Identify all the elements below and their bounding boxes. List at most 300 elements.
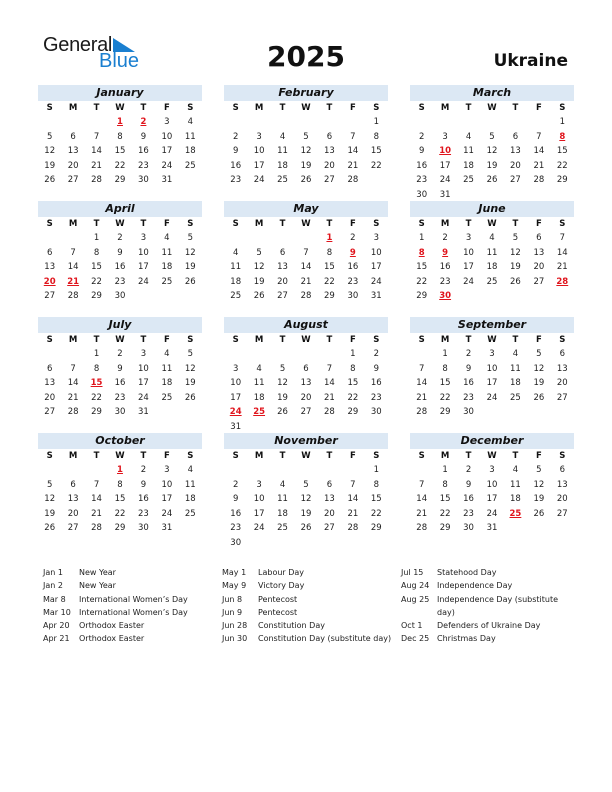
weekday-label: F xyxy=(163,219,170,229)
day-cell: 1 xyxy=(559,117,565,127)
day-cell: 27 xyxy=(510,175,521,185)
day-cell: 5 xyxy=(47,131,53,142)
day-cell: 24 xyxy=(253,175,265,185)
day-cell: 18 xyxy=(161,378,173,388)
day-cell: 21 xyxy=(300,276,312,287)
day-cell: 26 xyxy=(277,407,288,417)
day-cell xyxy=(341,115,364,130)
day-cell: 21 xyxy=(556,262,568,272)
day-cell xyxy=(247,347,270,362)
week-row xyxy=(224,536,388,551)
week-row xyxy=(410,362,574,377)
week-row xyxy=(410,376,574,391)
day-cell: 29 xyxy=(91,407,102,417)
holiday-date: Apr 20 xyxy=(43,621,70,631)
day-cell: 9 xyxy=(140,131,147,142)
weekday-label: W xyxy=(301,335,311,345)
day-cell: 12 xyxy=(253,262,265,272)
day-cell xyxy=(38,347,61,362)
day-cell xyxy=(271,115,294,130)
day-cell: 19 xyxy=(300,508,312,519)
day-cell: 6 xyxy=(47,247,53,258)
weekday-label: S xyxy=(373,335,380,345)
week-row xyxy=(410,275,574,290)
day-cell: 3 xyxy=(373,233,379,243)
week-row xyxy=(38,159,202,174)
holiday-day-cell: 24 xyxy=(229,407,242,417)
day-cell: 13 xyxy=(510,146,521,156)
day-cell: 18 xyxy=(161,262,173,272)
weekday-label: T xyxy=(93,103,100,113)
day-cell: 28 xyxy=(416,523,428,533)
day-cell: 23 xyxy=(439,276,451,287)
day-cell: 26 xyxy=(300,523,312,533)
day-cell: 11 xyxy=(277,146,288,156)
holiday-day-cell: 1 xyxy=(117,117,123,127)
day-cell: 29 xyxy=(439,523,451,533)
day-cell: 7 xyxy=(419,363,425,374)
day-cell: 29 xyxy=(416,291,428,301)
day-cell: 30 xyxy=(463,523,474,533)
day-cell xyxy=(341,536,364,551)
holiday-name: Constitution Day (substitute day) xyxy=(258,634,392,644)
day-cell: 10 xyxy=(486,479,498,490)
week-row xyxy=(410,173,574,188)
day-cell: 7 xyxy=(70,247,76,258)
holiday-item xyxy=(43,606,213,619)
day-cell xyxy=(224,347,247,362)
day-cell xyxy=(480,405,503,420)
month-header: February xyxy=(224,85,388,101)
day-cell: 10 xyxy=(486,363,498,374)
weekday-label: S xyxy=(418,219,425,229)
weekday-label: W xyxy=(487,103,497,113)
week-row xyxy=(224,289,388,304)
day-cell: 18 xyxy=(253,392,265,403)
holiday-day-cell: 1 xyxy=(326,233,333,243)
holiday-item xyxy=(43,619,213,632)
day-cell: 25 xyxy=(277,523,288,533)
day-cell: 5 xyxy=(536,349,542,359)
month-header: April xyxy=(38,201,202,217)
week-row xyxy=(410,260,574,275)
week-row xyxy=(224,492,388,507)
day-cell xyxy=(480,115,503,130)
day-cell: 19 xyxy=(486,160,498,171)
day-cell xyxy=(433,115,456,130)
day-cell: 30 xyxy=(463,407,474,417)
week-row xyxy=(224,463,388,478)
day-cell: 6 xyxy=(303,363,309,374)
week-row xyxy=(38,115,202,130)
day-cell xyxy=(480,188,503,203)
day-cell: 25 xyxy=(486,276,498,287)
holiday-day-cell: 25 xyxy=(253,407,266,417)
holiday-item xyxy=(43,593,213,606)
day-cell: 24 xyxy=(486,508,498,519)
month-header: January xyxy=(38,85,202,101)
day-cell: 18 xyxy=(184,494,196,504)
day-cell: 26 xyxy=(533,508,545,519)
day-cell xyxy=(480,289,503,304)
day-cell: 21 xyxy=(324,392,335,403)
day-cell xyxy=(457,115,480,130)
day-cell: 4 xyxy=(465,131,472,142)
day-cell: 3 xyxy=(233,363,239,374)
holiday-date: Jan 1 xyxy=(43,568,63,577)
week-row xyxy=(410,492,574,507)
day-cell xyxy=(410,347,433,362)
day-cell: 12 xyxy=(510,247,521,258)
day-cell xyxy=(551,521,574,536)
day-cell: 14 xyxy=(67,378,79,388)
day-cell: 16 xyxy=(439,262,451,272)
day-cell: 19 xyxy=(277,392,288,403)
day-cell: 2 xyxy=(233,479,239,490)
week-row xyxy=(38,507,202,522)
day-cell: 12 xyxy=(277,378,288,388)
day-cell: 30 xyxy=(138,175,149,185)
day-cell xyxy=(318,536,341,551)
day-cell: 7 xyxy=(70,363,76,374)
day-cell: 5 xyxy=(256,247,262,258)
day-cell: 24 xyxy=(370,276,382,287)
day-cell: 5 xyxy=(303,131,309,142)
day-cell: 20 xyxy=(556,494,568,504)
day-cell: 26 xyxy=(184,276,196,287)
day-cell: 14 xyxy=(91,146,102,156)
holiday-date: Mar 10 xyxy=(43,607,71,617)
holiday-item xyxy=(401,566,571,579)
day-cell: 20 xyxy=(556,378,568,388)
day-cell: 22 xyxy=(556,160,568,171)
holiday-date: Aug 24 xyxy=(401,581,430,591)
weekday-label: T xyxy=(93,451,100,461)
week-row xyxy=(38,275,202,290)
day-cell: 22 xyxy=(370,508,382,519)
day-cell: 13 xyxy=(44,262,56,272)
holiday-item xyxy=(401,632,571,645)
day-cell: 6 xyxy=(326,479,333,490)
day-cell: 9 xyxy=(419,146,425,156)
day-cell: 22 xyxy=(91,276,102,287)
holiday-name: Independence Day xyxy=(437,581,513,591)
day-cell xyxy=(318,115,341,130)
weekday-label: S xyxy=(46,103,53,113)
day-cell: 13 xyxy=(324,494,335,504)
holiday-column xyxy=(401,566,571,646)
week-row xyxy=(38,246,202,261)
day-cell: 12 xyxy=(184,247,196,258)
weekday-label: S xyxy=(418,335,425,345)
day-cell xyxy=(271,347,294,362)
weekday-label: T xyxy=(465,451,472,461)
weekday-label: F xyxy=(349,335,356,345)
day-cell xyxy=(132,289,155,304)
day-cell: 15 xyxy=(439,378,451,388)
day-cell: 13 xyxy=(67,494,79,504)
day-cell: 16 xyxy=(230,160,242,171)
day-cell: 25 xyxy=(161,392,173,403)
holiday-date: May 1 xyxy=(222,568,247,577)
week-row xyxy=(410,289,574,304)
day-cell: 2 xyxy=(373,349,379,359)
day-cell: 4 xyxy=(256,363,262,374)
day-cell: 29 xyxy=(324,291,335,301)
holiday-name: Independence Day (substitute day) xyxy=(437,594,559,617)
day-cell: 17 xyxy=(253,160,265,171)
weekday-label: T xyxy=(326,451,333,461)
weekday-label: F xyxy=(535,451,542,461)
day-cell: 15 xyxy=(416,262,428,272)
day-cell: 4 xyxy=(512,465,519,475)
day-cell xyxy=(247,536,270,551)
day-cell: 28 xyxy=(91,175,102,185)
day-cell: 27 xyxy=(324,523,335,533)
holiday-name: Orthodox Easter xyxy=(79,621,145,631)
day-cell: 27 xyxy=(556,508,568,519)
day-cell: 11 xyxy=(230,262,242,272)
day-cell: 15 xyxy=(370,494,382,504)
week-row xyxy=(38,492,202,507)
day-cell xyxy=(271,463,294,478)
day-cell xyxy=(341,463,364,478)
day-cell: 27 xyxy=(67,523,79,533)
day-cell: 4 xyxy=(489,233,495,243)
day-cell xyxy=(61,347,84,362)
day-cell: 1 xyxy=(373,117,379,127)
day-cell: 7 xyxy=(93,479,100,490)
weekday-label: M xyxy=(68,335,78,345)
weekday-label: S xyxy=(418,103,425,113)
day-cell: 17 xyxy=(138,378,149,388)
day-cell: 15 xyxy=(370,146,382,156)
month-august xyxy=(224,317,388,434)
day-cell: 18 xyxy=(510,494,521,504)
week-row xyxy=(224,478,388,493)
holiday-date: Jul 15 xyxy=(401,568,424,577)
day-cell: 19 xyxy=(253,276,265,287)
day-cell: 21 xyxy=(347,508,359,519)
holiday-name: Orthodox Easter xyxy=(79,634,145,644)
day-cell: 1 xyxy=(419,233,425,243)
day-cell xyxy=(155,405,178,420)
day-cell xyxy=(457,188,480,203)
day-cell: 3 xyxy=(256,479,262,490)
day-cell xyxy=(365,536,388,551)
day-cell xyxy=(410,115,433,130)
day-cell: 14 xyxy=(347,146,359,156)
day-cell xyxy=(410,463,433,478)
day-cell: 4 xyxy=(279,479,286,490)
day-cell: 24 xyxy=(486,392,498,403)
day-cell: 19 xyxy=(184,378,196,388)
day-cell: 7 xyxy=(326,363,333,374)
day-cell: 16 xyxy=(463,378,474,388)
holiday-item xyxy=(43,566,213,579)
day-cell: 14 xyxy=(91,494,102,504)
day-cell xyxy=(179,405,202,420)
day-cell: 31 xyxy=(161,523,173,533)
weekday-label: S xyxy=(559,219,566,229)
day-cell: 30 xyxy=(416,189,428,200)
day-cell xyxy=(504,521,527,536)
day-cell xyxy=(38,115,61,130)
day-cell: 17 xyxy=(439,160,451,171)
week-row xyxy=(410,521,574,536)
day-cell: 20 xyxy=(324,508,335,519)
day-cell: 23 xyxy=(138,508,149,519)
day-cell: 12 xyxy=(300,494,312,504)
day-cell xyxy=(38,231,61,246)
week-row xyxy=(224,159,388,174)
weekday-label: T xyxy=(512,103,519,113)
day-cell: 13 xyxy=(556,479,568,490)
weekday-label: W xyxy=(115,219,125,229)
weekday-label: T xyxy=(465,219,472,229)
day-cell: 21 xyxy=(91,508,102,519)
weekday-label: T xyxy=(140,219,147,229)
day-cell: 14 xyxy=(533,146,545,156)
day-cell: 3 xyxy=(442,131,448,142)
day-cell: 30 xyxy=(347,291,359,301)
weekday-label: F xyxy=(349,451,356,461)
month-header: September xyxy=(410,317,574,333)
day-cell: 15 xyxy=(347,378,359,388)
month-header: December xyxy=(410,433,574,449)
day-cell: 3 xyxy=(465,233,472,243)
weekday-label: T xyxy=(326,335,333,345)
day-cell xyxy=(504,188,527,203)
day-cell: 5 xyxy=(303,479,309,490)
day-cell: 12 xyxy=(300,146,312,156)
day-cell: 27 xyxy=(324,175,335,185)
day-cell: 19 xyxy=(533,494,545,504)
holiday-day-cell: 1 xyxy=(117,465,123,475)
day-cell: 11 xyxy=(510,479,521,490)
holiday-date: Mar 8 xyxy=(43,594,66,604)
week-row xyxy=(224,115,388,130)
week-row xyxy=(410,115,574,130)
weekday-label: S xyxy=(187,219,194,229)
holiday-item xyxy=(222,593,394,606)
day-cell: 31 xyxy=(486,523,498,533)
day-cell: 1 xyxy=(93,233,100,243)
weekday-label: S xyxy=(373,451,380,461)
weekday-label: T xyxy=(279,103,286,113)
day-cell: 2 xyxy=(233,131,239,142)
holiday-name: Statehood Day xyxy=(437,568,497,577)
day-cell: 11 xyxy=(253,378,265,388)
day-cell: 2 xyxy=(350,233,356,243)
week-row xyxy=(38,347,202,362)
weekday-label: F xyxy=(349,103,356,113)
day-cell: 19 xyxy=(533,378,545,388)
holiday-date: Jan 2 xyxy=(43,581,63,591)
day-cell: 5 xyxy=(47,479,53,490)
week-row xyxy=(224,405,388,420)
day-cell: 20 xyxy=(67,508,79,519)
month-january xyxy=(38,85,202,188)
holiday-item xyxy=(401,593,571,620)
day-cell: 24 xyxy=(161,508,173,519)
weekday-label: T xyxy=(326,219,333,229)
week-row xyxy=(38,231,202,246)
day-cell: 27 xyxy=(533,276,545,287)
day-cell: 28 xyxy=(347,523,359,533)
holiday-day-cell: 21 xyxy=(67,276,80,287)
day-cell xyxy=(457,289,480,304)
day-cell xyxy=(551,188,574,203)
day-cell: 3 xyxy=(256,131,262,142)
weekday-label: F xyxy=(535,219,542,229)
day-cell: 25 xyxy=(184,508,196,519)
day-cell: 22 xyxy=(347,392,359,403)
week-row xyxy=(410,347,574,362)
weekday-label: S xyxy=(46,335,53,345)
day-cell: 31 xyxy=(138,407,149,417)
day-cell: 29 xyxy=(370,523,382,533)
day-cell: 4 xyxy=(233,247,239,258)
day-cell: 12 xyxy=(184,363,196,374)
day-cell: 2 xyxy=(419,131,425,142)
week-row xyxy=(410,405,574,420)
day-cell xyxy=(341,420,364,435)
weekday-label: T xyxy=(140,451,147,461)
week-row xyxy=(38,478,202,493)
week-row xyxy=(224,507,388,522)
holiday-date: Jun 9 xyxy=(222,607,243,617)
holiday-date: Dec 25 xyxy=(401,634,430,644)
weekday-label: S xyxy=(187,451,194,461)
day-cell xyxy=(365,420,388,435)
holiday-item xyxy=(222,606,394,619)
day-cell: 20 xyxy=(510,160,521,171)
day-cell: 26 xyxy=(300,175,312,185)
day-cell: 8 xyxy=(442,363,448,374)
day-cell: 22 xyxy=(324,276,335,287)
day-cell: 22 xyxy=(114,160,126,171)
weekday-label: S xyxy=(187,103,194,113)
day-cell: 21 xyxy=(416,392,428,403)
day-cell: 5 xyxy=(512,233,519,243)
holiday-day-cell: 8 xyxy=(418,247,425,258)
weekday-label: F xyxy=(349,219,356,229)
day-cell: 7 xyxy=(303,247,309,258)
day-cell: 15 xyxy=(439,494,451,504)
day-cell: 27 xyxy=(556,392,568,403)
weekday-header-row xyxy=(224,101,388,115)
day-cell xyxy=(504,115,527,130)
day-cell: 25 xyxy=(230,291,242,301)
day-cell: 3 xyxy=(140,233,147,243)
weekday-label: S xyxy=(559,451,566,461)
day-cell: 13 xyxy=(44,378,56,388)
week-row xyxy=(38,463,202,478)
day-cell: 25 xyxy=(510,392,521,403)
day-cell xyxy=(247,115,270,130)
day-cell: 14 xyxy=(300,262,312,272)
day-cell: 31 xyxy=(439,189,451,200)
holiday-date: Jun 30 xyxy=(222,634,248,644)
country-name: Ukraine xyxy=(493,51,568,71)
week-row xyxy=(410,463,574,478)
day-cell: 6 xyxy=(536,233,542,243)
day-cell: 26 xyxy=(44,175,56,185)
day-cell: 23 xyxy=(463,392,474,403)
holiday-name: Pentecost xyxy=(258,607,298,617)
day-cell: 13 xyxy=(67,146,79,156)
